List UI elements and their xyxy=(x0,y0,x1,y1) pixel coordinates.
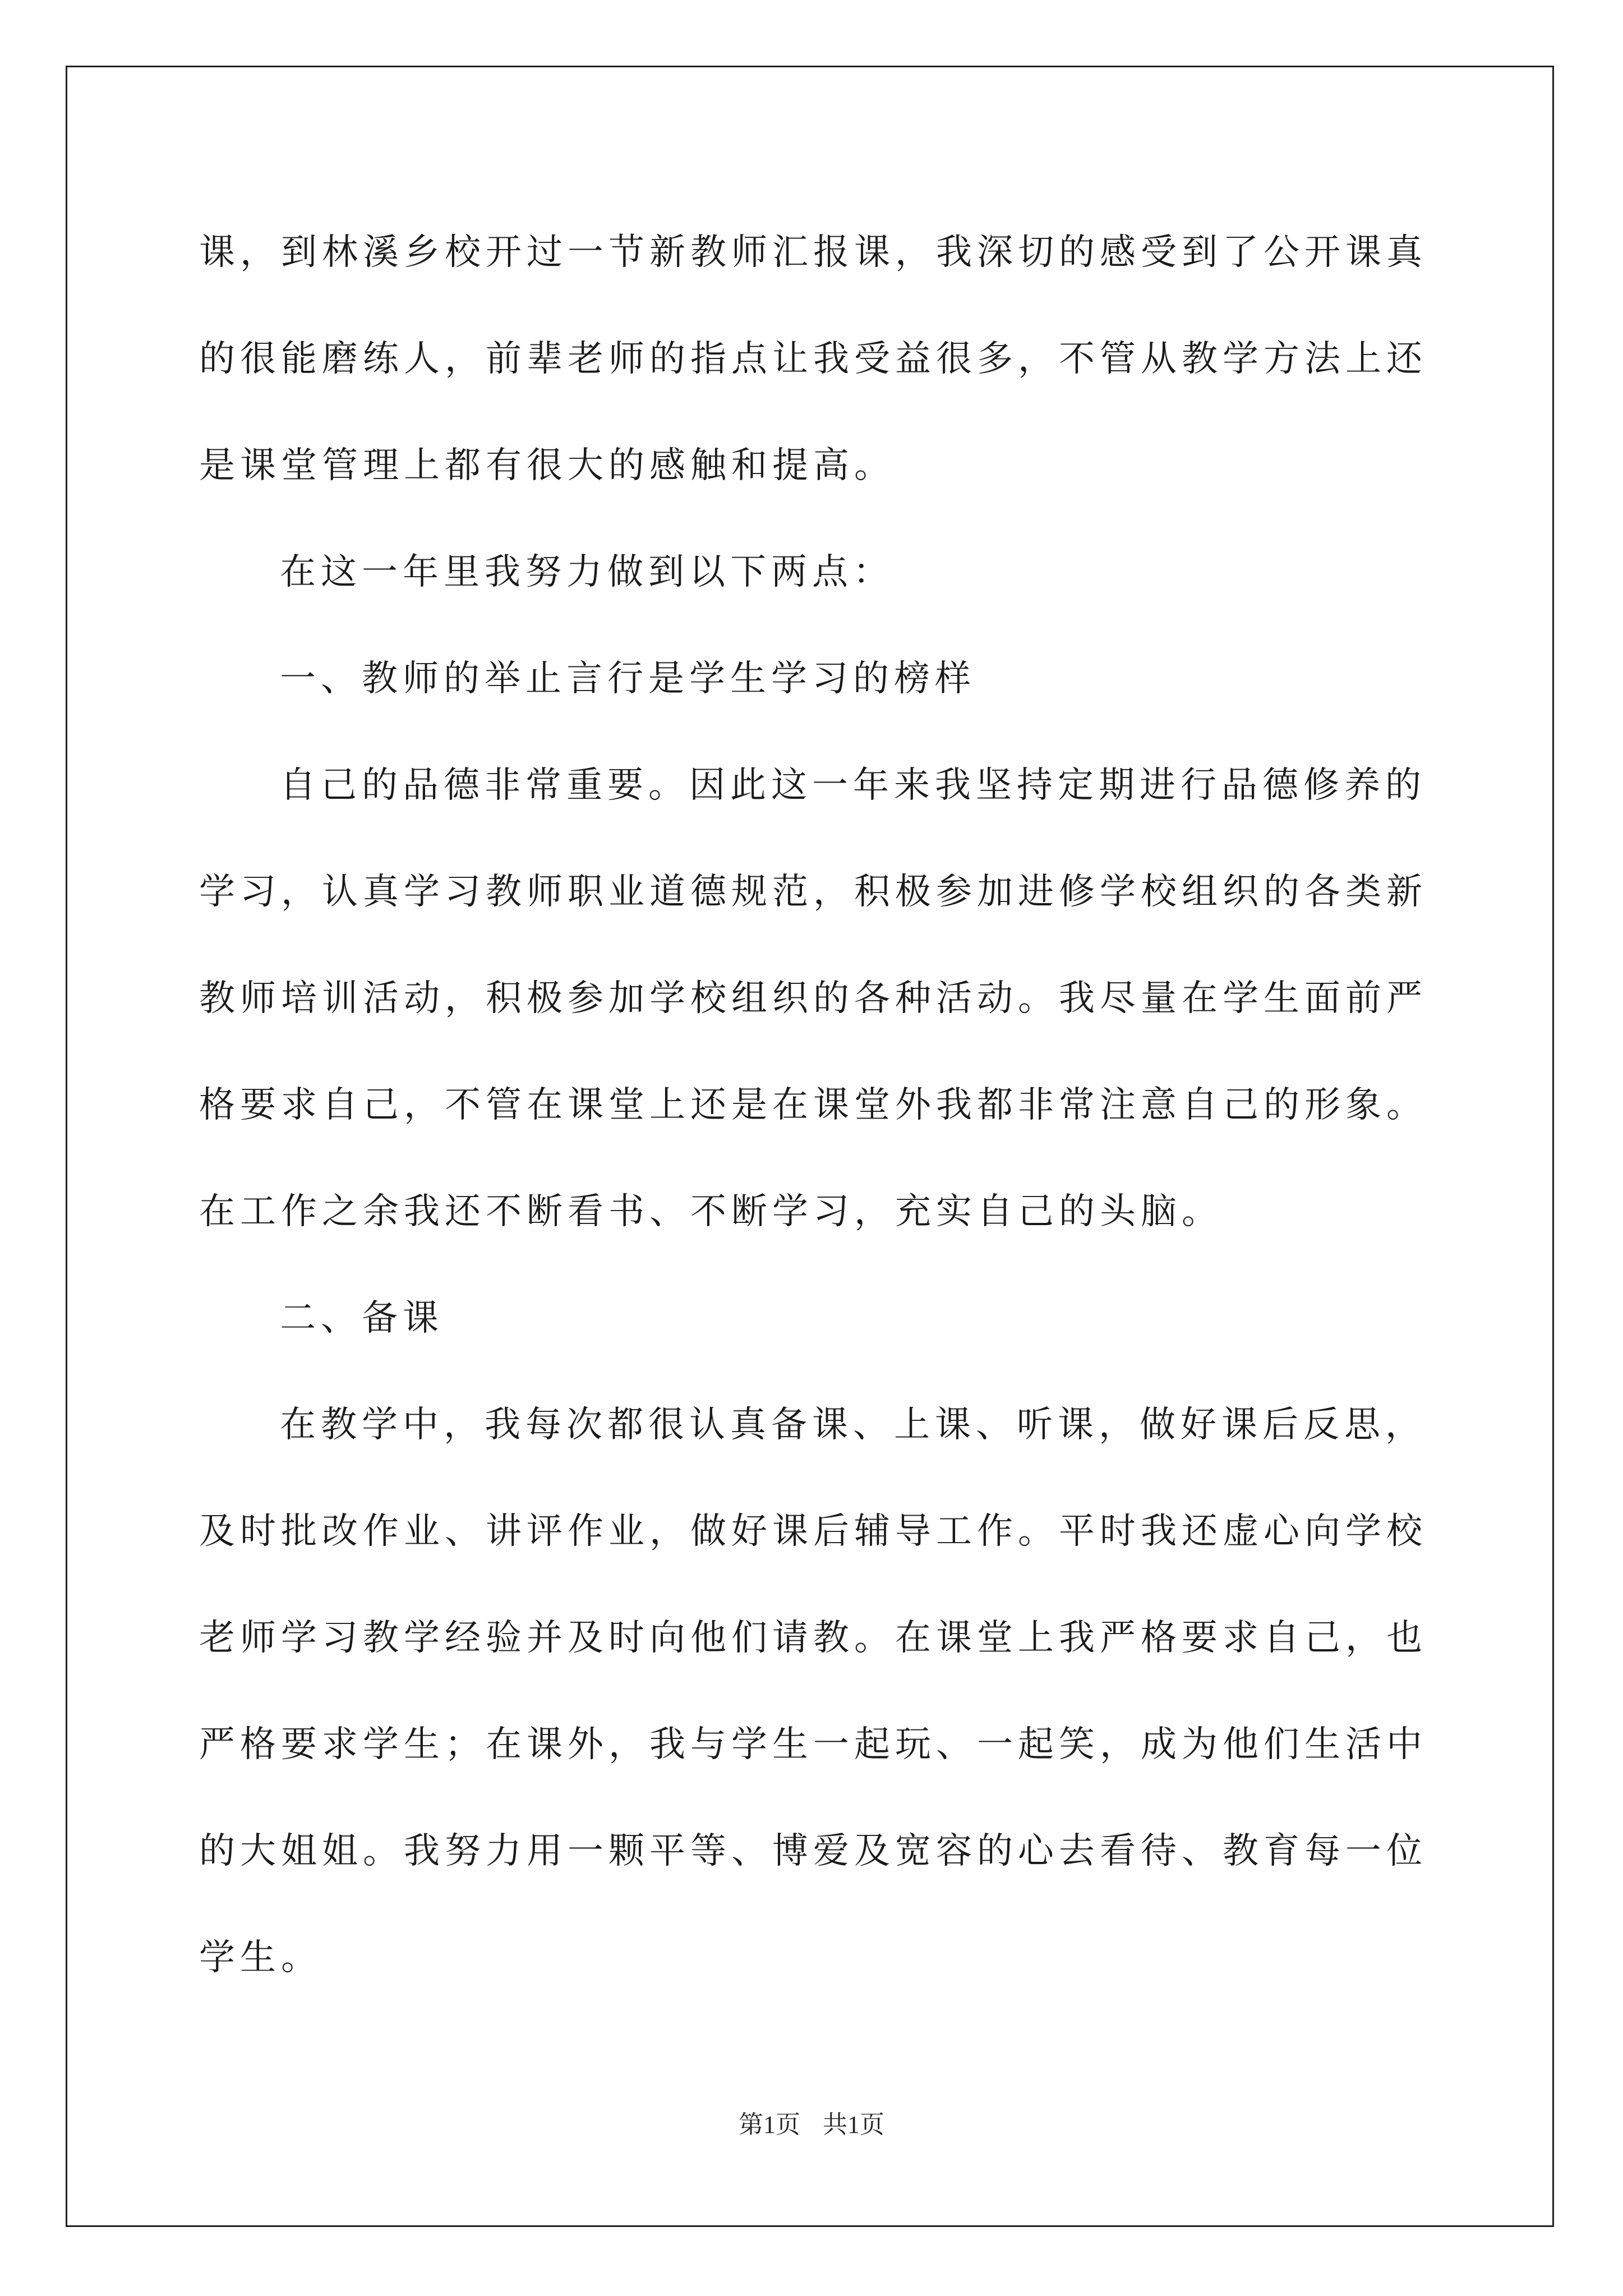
text-line: 教师培训活动，积极参加学校组织的各种活动。我尽量在学生面前严 xyxy=(199,978,1427,1019)
text-line: 在这一年里我努力做到以下两点： xyxy=(280,551,894,593)
text-line: 学习，认真学习教师职业道德规范，积极参加进修学校组织的各类新 xyxy=(199,871,1427,913)
section-heading: 二、备课 xyxy=(280,1297,444,1339)
page-total: 共1页 xyxy=(823,2111,884,2138)
text-line: 及时批改作业、讲评作业，做好课后辅导工作。平时我还虚心向学校 xyxy=(199,1511,1427,1552)
text-line: 学生。 xyxy=(199,1937,322,1978)
text-line: 课，到林溪乡校开过一节新教师汇报课，我深切的感受到了公开课真 xyxy=(199,232,1427,273)
text-line: 老师学习教学经验并及时向他们请教。在课堂上我严格要求自己，也 xyxy=(199,1617,1427,1659)
text-line: 的大姐姐。我努力用一颗平等、博爱及宽容的心去看待、教育每一位 xyxy=(199,1830,1427,1872)
text-line: 在工作之余我还不断看书、不断学习，充实自己的头脑。 xyxy=(199,1191,1223,1232)
text-line: 自己的品德非常重要。因此这一年来我坚持定期进行品德修养的 xyxy=(280,765,1426,806)
text-line: 格要求自己，不管在课堂上还是在课堂外我都非常注意自己的形象。 xyxy=(199,1084,1427,1126)
page-footer xyxy=(0,2109,1623,2141)
document-body xyxy=(199,215,1433,2027)
page-number: 第1页 xyxy=(739,2111,800,2138)
text-line: 的很能磨练人，前辈老师的指点让我受益很多，不管从教学方法上还 xyxy=(199,338,1427,380)
text-line: 严格要求学生；在课外，我与学生一起玩、一起笑，成为他们生活中 xyxy=(199,1724,1427,1765)
text-line: 是课堂管理上都有很大的感触和提高。 xyxy=(199,445,895,486)
section-heading: 一、教师的举止言行是学生学习的榜样 xyxy=(280,658,976,700)
text-line: 在教学中，我每次都很认真备课、上课、听课，做好课后反思， xyxy=(280,1404,1426,1446)
